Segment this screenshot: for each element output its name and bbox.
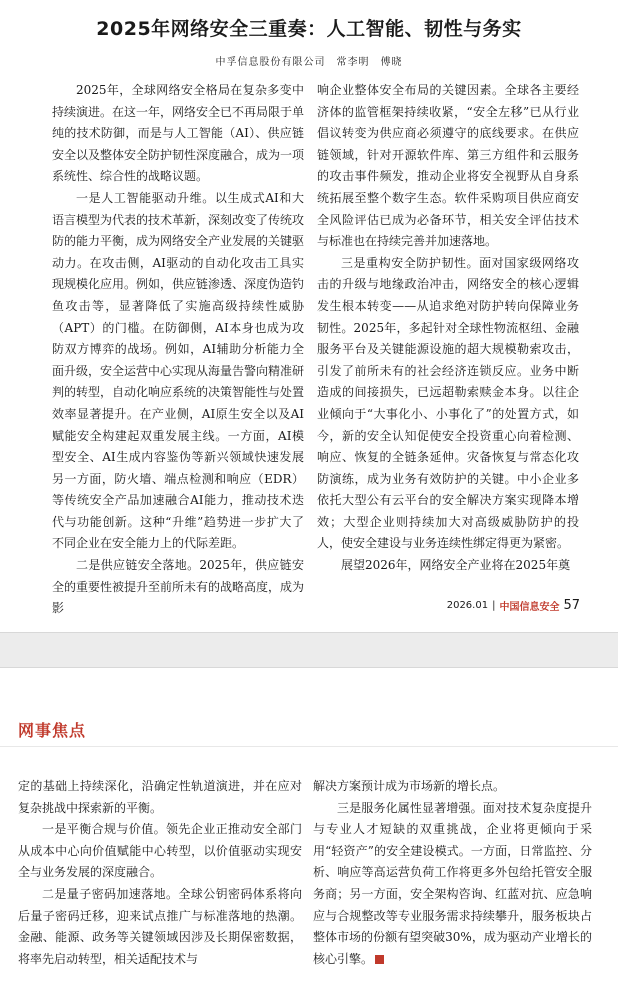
paragraph: 二是供应链安全落地。2025年，供应链安全的重要性被提升至前所未有的战略高度，成为影 [52, 558, 305, 616]
issue-date: 2026.01 [446, 600, 489, 611]
page1-left-column [52, 80, 304, 620]
paragraph: 一是人工智能驱动升维。以生成式AI和大语言模型为代表的技术革新，深刻改变了传统攻防的能力平衡，成为网络安全产业发展的关键驱动力。在攻击侧，AI驱动的自动化攻击工具实现规模化应用。例如，供应链渗透、深度伪造钓鱼攻击等，显著降低了实施高级持续性威胁（APT）的门槛。在防御侧，AI本身也成为攻防双方博弈的战场。例如，AI辅助分析能力全面升级，安全运营中心实现从海量告警向精准研判的转型，自动化响应系统的决策智能性与处置效率显著提升。在产业侧，AI原生安全以及AI赋能安全构建起双重发展主线。一方面，AI模型安全、AI生成内容鉴伪等新兴领域快速发展另一方面，防火墙、端点检测和响应（EDR）等传统安全产品加速融合AI能力，推动技术迭代与功能创新。这种“升维”趋势进一步扩大了不同企业在安全能力上的代际差距。 [52, 190, 305, 551]
paragraph: 解决方案预计成为市场新的增长点。 [313, 779, 506, 793]
paragraph: 一是平衡合规与价值。领先企业正推动安全部门从成本中心向价值赋能中心转型，以价值驱动实现安全与业务发展的深度融合。 [18, 822, 302, 880]
page1-right-column [317, 80, 579, 577]
page-number: 57 [563, 598, 580, 613]
paragraph-text: 三是服务化属性显著增强。面对技术复杂度提升与专业人才短缺的双重挑战，企业将更倾向于采用“轻资产”的安全建设模式。一方面，日常监控、分析、响应等高运营负荷工作将更多外包给托管安全服务商；另一方面，安全架构咨询、红蓝对抗、应急响应与合规整改等专业服务需求持续攀升，服务板块占整体市场的份额有望突破30%，成为驱动产业增长的核心引擎。 [313, 800, 592, 966]
article-page-2 [0, 668, 618, 996]
paragraph [313, 798, 592, 971]
end-mark-icon: ● [375, 955, 384, 964]
section-title: 网事焦点 [18, 721, 87, 740]
paragraph: 二是量子密码加速落地。全球公钥密码体系将向后量子密码迁移，迎来试点推广与标准落地的热潮。金融、能源、政务等关键领域因涉及长期保密数据，将率先启动转型，相关适配技术与 [18, 886, 302, 966]
paragraph: 三是重构安全防护韧性。面对国家级网络攻击的升级与地缘政治冲击，网络安全的核心逻辑发生根本转变——从追求绝对防护转向保障业务韧性。2025年，多起针对全球性物流枢纽、金融服务平台及关键能源设施的超大规模勒索攻击，引发了前所未有的社会经济连锁反应。业务中断造成的间接损失，已远超勒索赎金本身。以往企业倾向于“大事化小、小事化了”的处置方式，如今，新的安全认知促使安全投资重心向着检测、响应、恢复的全链条延伸。灾备恢复与常态化攻防演练，成为业务有效防护的关键。中小企业多依托大型公有云平台的安全解决方案实现降本增效；大型企业则持续加大对高级威胁防护的投人，使安全建设与业务连续性绑定得更为紧密。 [317, 255, 579, 551]
paragraph: 展望2026年，网络安全产业将在2025年奠 [341, 558, 571, 573]
article-title: 2025年网络安全三重奏：人工智能、韧性与务实 [96, 18, 522, 40]
page2-left-column [18, 776, 302, 970]
paragraph: 定的基础上持续深化，沿确定性轨道演进，并在应对复杂挑战中探索新的平衡。 [18, 779, 302, 815]
magazine-name: 中国信息安全 [499, 602, 560, 613]
article-byline: 中孚信息股份有限公司 常李明 傅晓 [215, 57, 403, 68]
page-footer [447, 598, 580, 613]
section-rule [0, 746, 618, 747]
page2-right-column [313, 776, 592, 970]
paragraph: 响企业整体安全布局的关键因素。全球各主要经济体的监管框架持续收紧，“安全左移”已从行业倡议转变为供应商必须遵守的底线要求。在供应链领域，针对开源软件库、第三方组件和云服务的攻击事件频发，推动企业将安全视野从自身系统拓展至整个数字生态。软件采购项目供应商安全风险评估已成为必备环节，相关安全评估技术与标准也在持续完善并加速落地。 [317, 83, 579, 249]
page-divider [0, 632, 618, 668]
footer-separator: | [492, 600, 496, 611]
paragraph: 2025年，全球网络安全格局在复杂多变中持续演进。在这一年，网络安全已不再局限于单纯的技术防御，而是与人工智能（AI）、供应链安全以及整体安全防护韧性深度融合，成为一项系统性、综合性的战略议题。 [52, 83, 305, 184]
